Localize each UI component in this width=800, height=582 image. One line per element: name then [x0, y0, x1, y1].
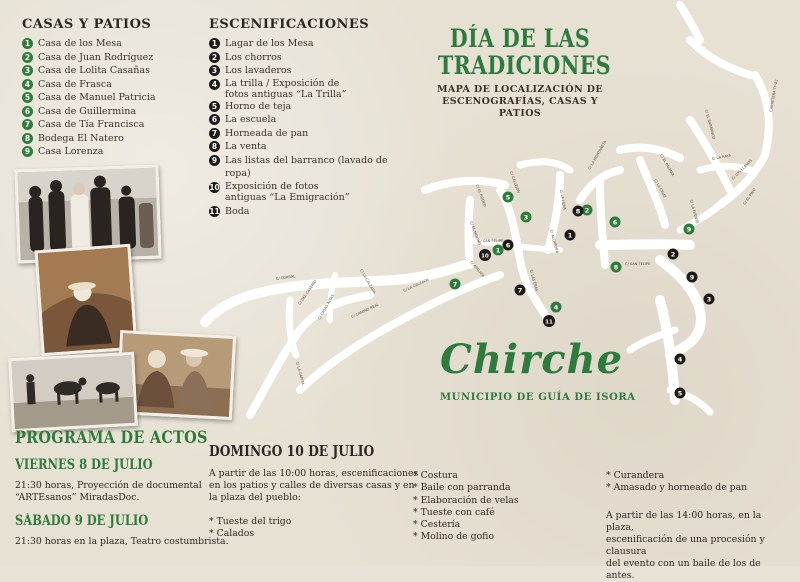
viernes-section — [15, 457, 202, 504]
domingo-list-1 — [209, 516, 418, 541]
number-badge: 11 — [209, 206, 220, 216]
viernes-text: 21:30 horas, Proyección de documental “ARTEsanos” MiradasDoc. — [15, 480, 202, 503]
list-item — [22, 118, 202, 132]
list-item — [209, 154, 409, 181]
svg-text:6: 6 — [612, 218, 618, 227]
list-item: * Cestería — [413, 519, 461, 531]
item-label: Los lavaderos — [225, 65, 292, 76]
list-item — [22, 145, 202, 159]
marker-green-1 — [493, 245, 504, 256]
marker-black-11 — [543, 315, 555, 327]
list-item: * Baile con parranda — [413, 482, 511, 494]
list-item: * Elaboración de velas — [413, 494, 519, 506]
item-label: Casa de Lolita Casañas — [38, 65, 150, 76]
marker-black-2 — [668, 249, 679, 260]
svg-text:2: 2 — [584, 206, 590, 215]
number-badge: 6 — [22, 106, 33, 117]
item-label: Bodega El Natero — [38, 132, 124, 144]
subtitle-line-2: ESCENOGRAFÍAS, CASAS Y PATIOS — [442, 96, 598, 119]
list-item — [209, 140, 409, 154]
street-label: C/ CALLEJÓN — [509, 170, 521, 194]
street-label: C/ EL RODEO — [475, 183, 487, 208]
list-item: * Tueste del trigo — [209, 516, 292, 527]
casas-list — [22, 37, 202, 159]
number-badge: 2 — [209, 52, 220, 63]
marker-black-10 — [479, 249, 491, 261]
list-item: * Molino de gofio — [413, 531, 494, 543]
item-label: Exposición de fotos antiguas “La Emigración” — [225, 180, 350, 203]
list-item — [209, 64, 409, 78]
street-label: C/ SAN FELIPE — [625, 262, 651, 266]
domingo-col-3 — [606, 470, 791, 582]
list-item — [209, 113, 409, 127]
marker-black-6 — [503, 240, 514, 251]
street-label: C/ LA GARITA — [295, 361, 306, 386]
list-item — [209, 127, 409, 141]
item-label: Lagar de los Mesa — [225, 38, 314, 49]
casas-title: CASAS Y PATIOS — [22, 17, 152, 32]
svg-text:8: 8 — [613, 263, 619, 272]
street-label: C/ LA RAYA — [711, 153, 732, 161]
photo-threshing — [8, 352, 138, 432]
street-label: C/ LA HOYA — [559, 189, 567, 211]
number-badge: 4 — [209, 79, 220, 90]
list-item — [209, 181, 409, 203]
street-label: C/ LA FUENTE — [689, 199, 700, 225]
list-item — [209, 37, 409, 51]
street-label: C/ LA MONTAÑETA — [587, 140, 608, 171]
item-label: La venta — [225, 141, 267, 152]
svg-text:7: 7 — [452, 280, 458, 289]
item-label: Casa de Frasca — [38, 78, 112, 90]
domingo-list-3 — [606, 470, 791, 495]
item-label: Casa de Guillermina — [38, 105, 137, 117]
item-label: Horneada de pan — [225, 127, 309, 139]
svg-text:10: 10 — [481, 253, 489, 260]
street-label: C/ ALCAPORA — [549, 229, 560, 254]
number-badge: 8 — [22, 133, 33, 144]
domingo-list-2 — [413, 470, 519, 544]
number-badge: 1 — [209, 38, 220, 49]
svg-text:5: 5 — [505, 193, 511, 202]
svg-text:3: 3 — [706, 295, 712, 304]
item-label: Los chorros — [225, 51, 282, 63]
escenificaciones-legend — [209, 17, 409, 218]
domingo-title: DOMINGO 10 DE JULIO — [209, 443, 375, 460]
list-item — [22, 132, 202, 146]
svg-text:5: 5 — [677, 389, 683, 398]
marker-green-3 — [521, 212, 532, 223]
number-badge: 9 — [22, 146, 33, 157]
escenificaciones-title: ESCENIFICACIONES — [209, 17, 370, 32]
programa-title — [15, 428, 242, 448]
title-block — [420, 25, 620, 120]
domingo-intro: A partir de las 10:00 horas, escenificaciones en los patios y calles de diversas casas y en la plaza del pueblo: — [209, 468, 419, 503]
svg-text:6: 6 — [505, 241, 511, 250]
village-title: Chirche — [440, 336, 624, 383]
number-badge: 6 — [209, 114, 220, 125]
street-label: C/ LA CRUZ — [653, 178, 667, 199]
marker-black-3 — [704, 294, 715, 305]
svg-text:9: 9 — [689, 273, 695, 282]
marker-black-5 — [675, 388, 686, 399]
domingo-section — [209, 443, 418, 541]
title-line-2: TRADICIONES — [438, 51, 612, 80]
municipio-label: MUNICIPIO DE GUÍA DE ISORA — [440, 392, 636, 403]
number-badge: 7 — [209, 128, 220, 139]
list-item — [22, 78, 202, 92]
svg-text:7: 7 — [517, 286, 523, 295]
svg-text:11: 11 — [545, 319, 553, 326]
item-label: Las listas del barranco (lavado de ropa) — [225, 154, 388, 179]
item-label: Casa Lorenza — [38, 146, 104, 157]
list-item — [209, 205, 409, 219]
street-label: C/ LA CALZADA — [402, 277, 430, 293]
marker-black-8 — [573, 206, 584, 217]
street-label: C/ ATALAYA — [469, 260, 486, 279]
marker-black-9 — [687, 272, 698, 283]
street-label: C/ LA CALZADA — [359, 268, 377, 295]
street-label: C/ EL MOLINO — [469, 220, 482, 246]
marker-black-7 — [515, 285, 526, 296]
svg-text:3: 3 — [523, 213, 529, 222]
number-badge: 7 — [22, 119, 33, 130]
number-badge: 3 — [209, 65, 220, 76]
item-label: Casa de Tía Francisca — [38, 119, 145, 130]
list-item — [22, 105, 202, 119]
svg-text:4: 4 — [677, 355, 683, 364]
svg-text:2: 2 — [670, 250, 676, 259]
escenificaciones-list — [209, 37, 409, 218]
marker-green-5 — [503, 192, 514, 203]
street-label: C/ LAS ERAS — [529, 269, 539, 292]
list-item: * Tueste con café — [413, 506, 495, 518]
list-item — [209, 78, 409, 100]
marker-green-8 — [611, 262, 622, 273]
number-badge: 5 — [22, 92, 33, 103]
street-label: C/ LOS LLANOS — [730, 158, 754, 181]
svg-text:1: 1 — [495, 246, 501, 255]
list-item — [22, 91, 202, 105]
street-label: C/ DEL CASERÍO — [297, 279, 318, 306]
number-badge: 4 — [22, 79, 33, 90]
street-label: C/ EL BARRANCO — [704, 109, 716, 140]
domingo-closing: A partir de las 14:00 horas, en la plaza, escenificación de una procesión y clausura del evento con un baile de los de antes. — [606, 509, 765, 581]
item-label: Boda — [225, 205, 250, 217]
sabado-text: 21:30 horas en la plaza, Teatro costumbrista. — [15, 536, 229, 547]
svg-text:8: 8 — [575, 207, 581, 216]
item-label: Casa de Manuel Patricia — [38, 92, 156, 103]
marker-green-7 — [450, 279, 461, 290]
list-item: * Costura — [413, 470, 458, 481]
sabado-title: SÁBADO 9 DE JULIO — [15, 513, 149, 529]
subtitle-line-1: MAPA DE LOCALIZACIÓN DE — [436, 84, 604, 95]
list-item — [22, 37, 202, 51]
sabado-section — [15, 513, 229, 548]
marker-green-9 — [684, 224, 695, 235]
number-badge: 1 — [22, 38, 33, 49]
item-label: Horno de teja — [225, 100, 292, 112]
street-label: C/ EL PINO — [742, 187, 757, 206]
street-label: CARRETERA TF-82 — [769, 79, 779, 113]
street-label: C/ CAMINO REAL — [350, 302, 380, 319]
street-label: C/ EL PALMAR — [659, 153, 675, 177]
item-label: Casa de los Mesa — [38, 38, 122, 49]
number-badge: 3 — [22, 65, 33, 76]
casas-legend — [22, 17, 202, 159]
number-badge: 10 — [209, 182, 220, 192]
list-item — [22, 64, 202, 78]
street-label: C/ CASAS ALTAS — [317, 293, 336, 321]
item-label: La trilla / Exposición de fotos antiguas “La Trilla” — [225, 77, 347, 100]
list-item: * Calados — [209, 528, 255, 540]
list-item: * Curandera — [606, 470, 665, 481]
list-item — [22, 51, 202, 65]
item-label: La escuela — [225, 114, 277, 125]
list-item — [209, 51, 409, 65]
programa-heading: PROGRAMA DE ACTOS — [15, 428, 208, 448]
marker-green-6 — [610, 217, 621, 228]
marker-black-4 — [675, 354, 686, 365]
marker-green-4 — [551, 302, 562, 313]
viernes-title: VIERNES 8 DE JULIO — [15, 457, 153, 473]
item-label: Casa de Juan Rodríguez — [38, 51, 154, 63]
marker-black-1 — [565, 230, 576, 241]
title-line-1: DÍA DE LAS — [449, 24, 591, 53]
list-item — [209, 100, 409, 114]
street-label: C/ CORRAL — [275, 274, 296, 281]
svg-text:1: 1 — [567, 231, 573, 240]
street-label: C/ SAN FELIPE — [478, 239, 504, 243]
village-name — [440, 336, 623, 383]
svg-text:9: 9 — [686, 225, 692, 234]
svg-text:4: 4 — [553, 303, 559, 312]
number-badge: 9 — [209, 155, 220, 166]
number-badge: 2 — [22, 52, 33, 63]
list-item: * Amasado y horneado de pan — [606, 482, 748, 494]
number-badge: 8 — [209, 141, 220, 152]
number-badge: 5 — [209, 101, 220, 112]
